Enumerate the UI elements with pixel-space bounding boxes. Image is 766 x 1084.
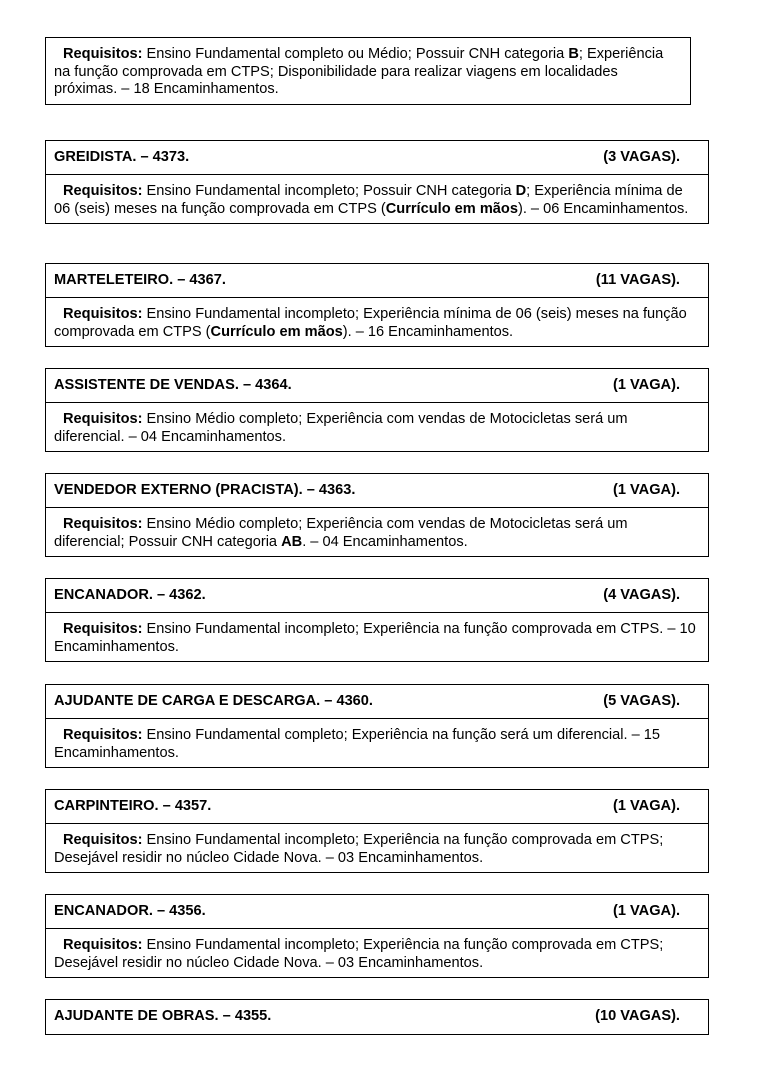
job-vacancies: (1 VAGA). xyxy=(612,377,680,393)
requirements-text: Requisitos: Ensino Fundamental incompleto; Experiência na função comprovada em CTPS; Desejável residir no núcleo Cidade Nova. – 03 Encaminhamentos. xyxy=(54,832,664,866)
job-title: ASSISTENTE DE VENDAS. – 4364. xyxy=(54,377,292,393)
job-header xyxy=(46,790,708,824)
requirements-label: Requisitos: xyxy=(63,183,143,199)
requirements-text: Requisitos: Ensino Médio completo; Experiência com vendas de Motocicletas será um diferencial; Possuir CNH categoria AB. – 04 Encaminhamentos. xyxy=(54,516,628,550)
requirements-text: Requisitos: Ensino Fundamental incompleto; Possuir CNH categoria D; Experiência mínima de 06 (seis) meses na função comprovada em CTPS (Currículo em mãos). – 06 Encaminhamentos. xyxy=(54,183,689,217)
job-box-ajudante-de-carga xyxy=(45,684,709,768)
job-title: MARTELETEIRO. – 4367. xyxy=(54,272,226,288)
job-vacancies: (11 VAGAS). xyxy=(595,272,680,288)
job-header xyxy=(46,141,708,175)
requirements-label: Requisitos: xyxy=(63,46,143,62)
job-box-marteleteiro xyxy=(45,263,709,347)
job-header xyxy=(46,895,708,929)
job-box-carpinteiro xyxy=(45,789,709,873)
job-vacancies: (3 VAGAS). xyxy=(603,149,680,165)
job-box-vendedor-externo xyxy=(45,473,709,557)
requirements-text: Requisitos: Ensino Fundamental completo ou Médio; Possuir CNH categoria B; Experiência na função comprovada em CTPS; Disponibilidade para realizar viagens em localidades próximas. – 18 Encaminhamentos. xyxy=(54,46,664,98)
job-vacancies: (5 VAGAS). xyxy=(603,693,680,709)
job-header xyxy=(46,685,708,719)
requirements-label: Requisitos: xyxy=(63,621,143,637)
requirements-label: Requisitos: xyxy=(63,411,143,427)
requirements-text: Requisitos: Ensino Fundamental incompleto; Experiência mínima de 06 (seis) meses na função comprovada em CTPS (Currículo em mãos). – 16 Encaminhamentos. xyxy=(54,306,687,340)
requirements-label: Requisitos: xyxy=(63,306,143,322)
job-box-ajudante-de-obras xyxy=(45,999,709,1035)
requirements-text: Requisitos: Ensino Fundamental completo; Experiência na função será um diferencial. – 15 Encaminhamentos. xyxy=(54,727,661,761)
job-header xyxy=(46,474,708,508)
requirements-label: Requisitos: xyxy=(63,937,143,953)
requirements-label: Requisitos: xyxy=(63,516,143,532)
job-box-encanador-4356 xyxy=(45,894,709,978)
job-box-assistente-de-vendas xyxy=(45,368,709,452)
job-title: ENCANADOR. – 4362. xyxy=(54,587,206,603)
requirements-text: Requisitos: Ensino Fundamental incompleto; Experiência na função comprovada em CTPS. – 10 Encaminhamentos. xyxy=(54,621,696,655)
job-header xyxy=(46,1000,708,1034)
job-vacancies: (10 VAGAS). xyxy=(595,1008,680,1024)
job-vacancies: (1 VAGA). xyxy=(612,903,680,919)
job-vacancies: (1 VAGA). xyxy=(612,798,680,814)
requirements-label: Requisitos: xyxy=(63,727,143,743)
job-title: ENCANADOR. – 4356. xyxy=(54,903,206,919)
job-vacancies: (4 VAGAS). xyxy=(603,587,680,603)
job-box-greidista xyxy=(45,140,709,224)
job-box-encanador-4362 xyxy=(45,578,709,662)
requirements-text: Requisitos: Ensino Médio completo; Experiência com vendas de Motocicletas será um diferencial. – 04 Encaminhamentos. xyxy=(54,411,628,445)
job-box-top xyxy=(45,37,691,105)
job-vacancies: (1 VAGA). xyxy=(612,482,680,498)
job-title: CARPINTEIRO. – 4357. xyxy=(54,798,212,814)
job-header xyxy=(46,369,708,403)
requirements-label: Requisitos: xyxy=(63,832,143,848)
job-title: AJUDANTE DE CARGA E DESCARGA. – 4360. xyxy=(54,693,373,709)
job-header xyxy=(46,264,708,298)
job-title: AJUDANTE DE OBRAS. – 4355. xyxy=(54,1008,272,1024)
job-title: VENDEDOR EXTERNO (PRACISTA). – 4363. xyxy=(54,482,356,498)
job-header xyxy=(46,579,708,613)
job-title: GREIDISTA. – 4373. xyxy=(54,149,190,165)
requirements-text: Requisitos: Ensino Fundamental incompleto; Experiência na função comprovada em CTPS; Desejável residir no núcleo Cidade Nova. – 03 Encaminhamentos. xyxy=(54,937,664,971)
